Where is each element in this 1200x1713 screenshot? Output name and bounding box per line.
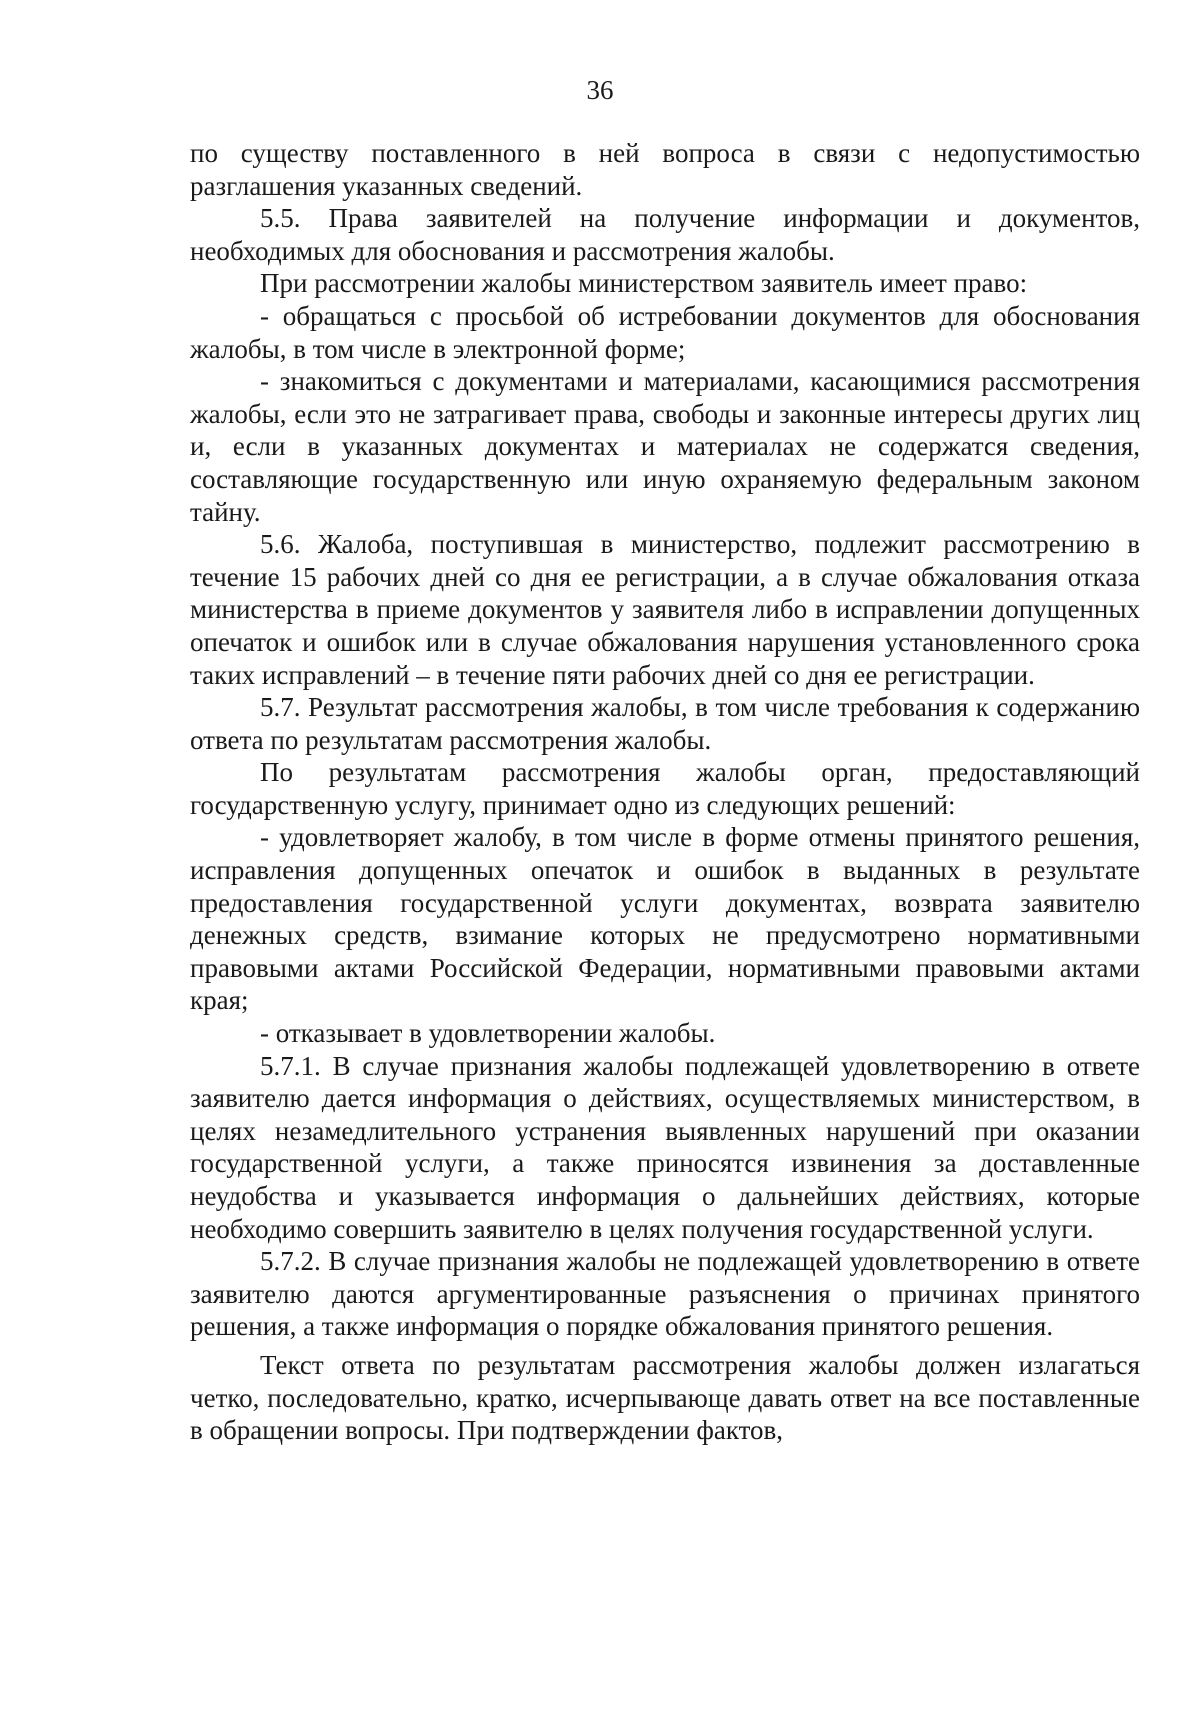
- paragraph-right-request-documents: - обращаться с просьбой об истребовании документов для обоснования жалобы, в том числе в электронной форме;: [190, 300, 1140, 364]
- paragraph-section-5-7: 5.7. Результат рассмотрения жалобы, в том числе требования к содержанию ответа по результатам рассмотрения жалобы.: [190, 692, 1140, 755]
- paragraph-section-5-6: 5.6. Жалоба, поступившая в министерство, подлежит рассмотрению в течение 15 рабочих дней со дня ее регистрации, а в случае обжалования отказа министерства в приеме документов у заявителя либо в исправлении допущенных опечаток и ошибок или в случае обжалования нарушения установленного срока таких исправлений – в течение пяти рабочих дней со дня ее регистрации.: [190, 529, 1140, 690]
- paragraph-decision-satisfy: - удовлетворяет жалобу, в том числе в форме отмены принятого решения, исправления допущенных опечаток и ошибок в выданных в результате предоставления государственной услуги документах, возврата заявителю денежных средств, взимание которых не предусмотрено нормативными правовыми актами Российской Федерации, нормативными правовыми актами края;: [190, 822, 1140, 1016]
- paragraph-decision-refuse: - отказывает в удовлетворении жалобы.: [260, 1018, 716, 1049]
- page-number: 36: [586, 75, 614, 105]
- paragraph-continuation: по существу поставленного в ней вопроса в связи с недопустимостью разглашения указанных сведений.: [190, 138, 1140, 201]
- paragraph-rights-intro: При рассмотрении жалобы министерством заявитель имеет право:: [260, 268, 1028, 299]
- paragraph-response-text: Текст ответа по результатам рассмотрения жалобы должен излагаться четко, последовательно, кратко, исчерпывающе давать ответ на все поставленные в обращении вопросы. При подтверждении фактов,: [190, 1349, 1140, 1446]
- document-body: [190, 137, 1140, 1447]
- paragraph-section-5-7-1: 5.7.1. В случае признания жалобы подлежащей удовлетворению в ответе заявителю дается информация о действиях, осуществляемых министерством, в целях незамедлительного устранения выявленных нарушений при оказании государственной услуги, а также приносятся извинения за доставленные неудобства и указывается информация о дальнейших действиях, которые необходимо совершить заявителю в целях получения государственной услуги.: [190, 1050, 1140, 1244]
- paragraph-right-review-materials: - знакомиться с документами и материалами, касающимися рассмотрения жалобы, если это не затрагивает права, свободы и законные интересы других лиц и, если в указанных документах и материалах не содержатся сведения, составляющие государственную или иную охраняемую федеральным законом тайну.: [190, 366, 1140, 527]
- paragraph-section-5-5: 5.5. Права заявителей на получение информации и документов, необходимых для обоснования и рассмотрения жалобы.: [190, 203, 1140, 266]
- paragraph-section-5-7-2: 5.7.2. В случае признания жалобы не подлежащей удовлетворению в ответе заявителю даются аргументированные разъяснения о причинах принятого решения, а также информация о порядке обжалования принятого решения.: [190, 1246, 1140, 1342]
- paragraph-decisions-intro: По результатам рассмотрения жалобы орган, предоставляющий государственную услугу, принимает одно из следующих решений:: [190, 757, 1140, 820]
